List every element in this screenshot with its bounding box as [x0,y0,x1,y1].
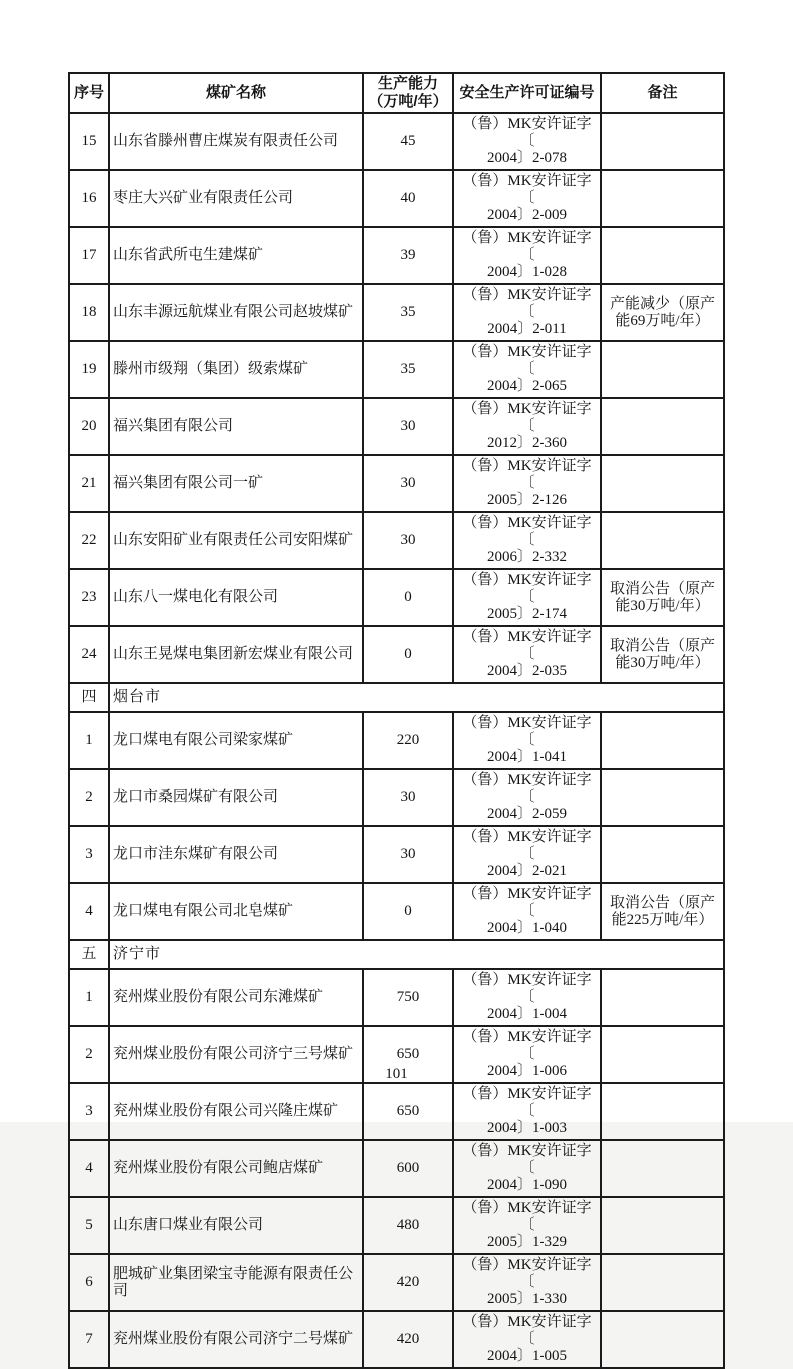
capacity-cell: 750 [363,969,453,1026]
remark-cell: 产能减少（原产 能69万吨/年） [601,284,724,341]
license-cell: （鲁）MK安许证字〔 2004〕2-059 [453,769,601,826]
remark-cell: 取消公告（原产 能30万吨/年） [601,626,724,683]
remark-cell [601,227,724,284]
license-cell: （鲁）MK安许证字〔 2004〕1-003 [453,1083,601,1140]
table-body [69,113,724,1368]
table-row [69,969,724,1026]
mine-name-cell: 兖州煤业股份有限公司东滩煤矿 [109,969,363,1026]
column-header-capacity [363,73,453,113]
license-cell: （鲁）MK安许证字〔 2004〕2-021 [453,826,601,883]
capacity-cell: 420 [363,1254,453,1311]
section-number-cell: 四 [69,683,109,712]
remark-cell [601,969,724,1026]
row-number-cell: 3 [69,1083,109,1140]
table-row [69,227,724,284]
row-number-cell: 24 [69,626,109,683]
license-cell: （鲁）MK安许证字〔 2004〕1-006 [453,1026,601,1083]
license-cell: （鲁）MK安许证字〔 2005〕2-174 [453,569,601,626]
row-number-cell: 3 [69,826,109,883]
column-header-no: 序号 [69,73,109,113]
mine-name-cell: 山东王晃煤电集团新宏煤业有限公司 [109,626,363,683]
license-cell: （鲁）MK安许证字〔 2005〕2-126 [453,455,601,512]
row-number-cell: 17 [69,227,109,284]
table-row [69,826,724,883]
row-number-cell: 22 [69,512,109,569]
mine-name-cell: 福兴集团有限公司一矿 [109,455,363,512]
header-row [69,73,724,113]
row-number-cell: 7 [69,1311,109,1368]
table-row [69,113,724,170]
capacity-cell: 30 [363,512,453,569]
capacity-cell: 30 [363,826,453,883]
table-row [69,1140,724,1197]
mine-name-cell: 山东丰源远航煤业有限公司赵坡煤矿 [109,284,363,341]
mine-name-cell: 龙口煤电有限公司梁家煤矿 [109,712,363,769]
row-number-cell: 1 [69,712,109,769]
table-row [69,512,724,569]
mine-name-cell: 山东八一煤电化有限公司 [109,569,363,626]
row-number-cell: 2 [69,769,109,826]
license-cell: （鲁）MK安许证字〔 2005〕1-329 [453,1197,601,1254]
section-name-cell: 济宁市 [109,940,724,969]
capacity-cell: 40 [363,170,453,227]
capacity-cell: 39 [363,227,453,284]
page-number: 101 [385,1066,408,1082]
table-row [69,398,724,455]
remark-cell [601,826,724,883]
license-cell: （鲁）MK安许证字〔 2012〕2-360 [453,398,601,455]
row-number-cell: 23 [69,569,109,626]
section-name-cell: 烟台市 [109,683,724,712]
license-cell: （鲁）MK安许证字〔 2004〕1-041 [453,712,601,769]
remark-cell [601,1197,724,1254]
table-row [69,712,724,769]
remark-cell [601,1083,724,1140]
row-number-cell: 2 [69,1026,109,1083]
remark-cell [601,113,724,170]
remark-cell: 取消公告（原产 能30万吨/年） [601,569,724,626]
table-row [69,1254,724,1311]
row-number-cell: 19 [69,341,109,398]
mine-name-cell: 龙口市洼东煤矿有限公司 [109,826,363,883]
capacity-cell: 420 [363,1311,453,1368]
capacity-cell: 45 [363,113,453,170]
license-cell: （鲁）MK安许证字〔 2004〕1-028 [453,227,601,284]
row-number-cell: 5 [69,1197,109,1254]
table-row [69,626,724,683]
remark-cell: 取消公告（原产 能225万吨/年） [601,883,724,940]
capacity-cell: 220 [363,712,453,769]
mine-name-cell: 兖州煤业股份有限公司鲍店煤矿 [109,1140,363,1197]
mine-name-cell: 兖州煤业股份有限公司济宁三号煤矿 [109,1026,363,1083]
remark-cell [601,170,724,227]
license-cell: （鲁）MK安许证字〔 2004〕2-009 [453,170,601,227]
mine-name-cell: 兖州煤业股份有限公司济宁二号煤矿 [109,1311,363,1368]
column-header-capacity-line2: （万吨/年） [368,93,448,110]
mine-name-cell: 枣庄大兴矿业有限责任公司 [109,170,363,227]
row-number-cell: 20 [69,398,109,455]
remark-cell [601,341,724,398]
table-row [69,883,724,940]
license-cell: （鲁）MK安许证字〔 2006〕2-332 [453,512,601,569]
capacity-cell: 0 [363,883,453,940]
license-cell: （鲁）MK安许证字〔 2004〕2-078 [453,113,601,170]
capacity-cell: 650 [363,1026,453,1083]
table-row [69,769,724,826]
license-cell: （鲁）MK安许证字〔 2004〕1-090 [453,1140,601,1197]
table-row [69,455,724,512]
remark-cell [601,1311,724,1368]
remark-cell [601,1140,724,1197]
section-row [69,940,724,969]
row-number-cell: 1 [69,969,109,1026]
license-cell: （鲁）MK安许证字〔 2004〕2-011 [453,284,601,341]
license-cell: （鲁）MK安许证字〔 2004〕1-040 [453,883,601,940]
row-number-cell: 15 [69,113,109,170]
remark-cell [601,512,724,569]
capacity-cell: 600 [363,1140,453,1197]
section-number-cell: 五 [69,940,109,969]
row-number-cell: 16 [69,170,109,227]
table-row [69,341,724,398]
column-header-capacity-line1: 生产能力 [377,75,438,92]
remark-cell [601,712,724,769]
table-row [69,284,724,341]
table-row [69,1083,724,1140]
column-header-remark: 备注 [601,73,724,113]
row-number-cell: 6 [69,1254,109,1311]
license-cell: （鲁）MK安许证字〔 2004〕2-035 [453,626,601,683]
table-row [69,1311,724,1368]
remark-cell [601,455,724,512]
mine-name-cell: 兖州煤业股份有限公司兴隆庄煤矿 [109,1083,363,1140]
mine-name-cell: 龙口煤电有限公司北皂煤矿 [109,883,363,940]
mine-name-cell: 山东唐口煤业有限公司 [109,1197,363,1254]
table-row [69,569,724,626]
license-cell: （鲁）MK安许证字〔 2004〕1-004 [453,969,601,1026]
capacity-cell: 480 [363,1197,453,1254]
remark-cell [601,769,724,826]
mine-name-cell: 肥城矿业集团梁宝寺能源有限责任公司 [109,1254,363,1311]
license-cell: （鲁）MK安许证字〔 2004〕1-005 [453,1311,601,1368]
coal-mine-table [68,72,725,1369]
mine-name-cell: 山东省武所屯生建煤矿 [109,227,363,284]
row-number-cell: 4 [69,883,109,940]
capacity-cell: 35 [363,284,453,341]
column-header-license: 安全生产许可证编号 [453,73,601,113]
mine-name-cell: 滕州市级翔（集团）级索煤矿 [109,341,363,398]
remark-cell [601,1254,724,1311]
capacity-cell: 30 [363,455,453,512]
remark-cell [601,398,724,455]
mine-name-cell: 山东安阳矿业有限责任公司安阳煤矿 [109,512,363,569]
row-number-cell: 4 [69,1140,109,1197]
license-cell: （鲁）MK安许证字〔 2004〕2-065 [453,341,601,398]
mine-name-cell: 福兴集团有限公司 [109,398,363,455]
capacity-cell: 650 [363,1083,453,1140]
row-number-cell: 18 [69,284,109,341]
row-number-cell: 21 [69,455,109,512]
table-row [69,170,724,227]
capacity-cell: 0 [363,569,453,626]
section-row [69,683,724,712]
table-row [69,1197,724,1254]
capacity-cell: 30 [363,398,453,455]
capacity-cell: 30 [363,769,453,826]
capacity-cell: 35 [363,341,453,398]
column-header-name: 煤矿名称 [109,73,363,113]
license-cell: （鲁）MK安许证字〔 2005〕1-330 [453,1254,601,1311]
mine-name-cell: 山东省滕州曹庄煤炭有限责任公司 [109,113,363,170]
capacity-cell: 0 [363,626,453,683]
mine-name-cell: 龙口市桑园煤矿有限公司 [109,769,363,826]
